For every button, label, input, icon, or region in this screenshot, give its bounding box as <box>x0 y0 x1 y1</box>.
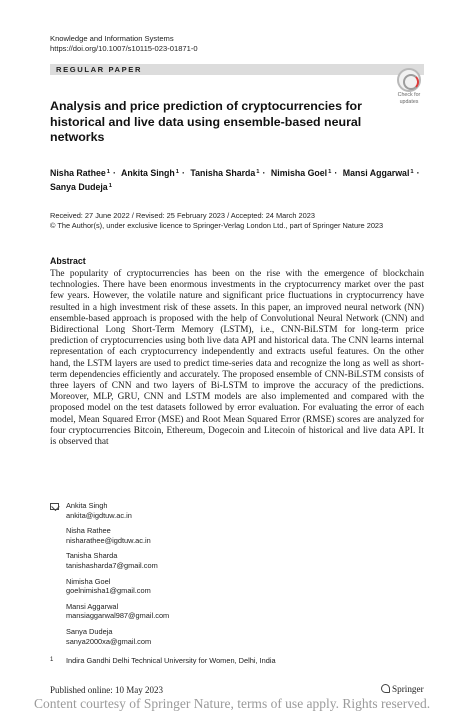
contact-item <box>50 577 310 596</box>
contact-email[interactable]: mansiaggarwal987@gmail.com <box>66 611 170 621</box>
publisher-name: Springer <box>392 684 424 694</box>
contact-name: Sanya Dudeja <box>66 626 113 636</box>
affiliation-number: 1 <box>50 657 54 663</box>
check-for-updates-button[interactable] <box>394 68 424 104</box>
contact-name: Nimisha Goel <box>66 576 111 586</box>
check-updates-label-2: updates <box>399 98 419 105</box>
check-updates-icon <box>397 68 421 92</box>
author-name: Mansi Aggarwal <box>342 168 410 178</box>
journal-name: Knowledge and Information Systems <box>50 34 174 43</box>
section-label: REGULAR PAPER <box>50 64 424 75</box>
author-affil: 1 <box>175 169 180 175</box>
contact-name: Mansi Aggarwal <box>66 601 119 611</box>
publication-dates <box>50 211 426 231</box>
author-contacts <box>50 501 310 652</box>
author-affil: 1 <box>328 169 332 175</box>
courtesy-watermark: Content courtesy of Springer Nature, terms of use apply. Rights reserved. <box>34 696 431 711</box>
springer-horse-icon <box>381 684 390 693</box>
abstract-text: The popularity of cryptocurrencies has been on the rise with the emergence of blockchain technologies. There have been enormous investments in the cryptocurrency market over the past few years. However, the volatile nature and significant price fluctuations in cryptocurrency have resulted in a high investment risk of these assets. In this paper, an improved neural network (NN) ensemble-based approach is proposed with the help of Convolutional Neural Network (CNN) and Bidirectional Long Short-Term Memory (LSTM), i.e., CNN-BiLSTM for long-term price prediction of cryptocurrencies using both live data API and historical data. The CNN learns internal representation of each cryptocurrency independently and extracts useful features. On the other hand, the LSTM layers are used to predict time-series data and recognize the long as well as short-term dependencies efficiently and accurately. The proposed ensemble of CNN-BiLSTM consists of three layers of CNN and two layers of Bi-LSTM to improve the accuracy of the predictions. Moreover, MLP, GRU, CNN and LSTM models are also implemented and compared with the proposed model on the test datasets followed by error evaluation. For evaluating the error of each model, Mean Squared Error (MSE) and Root Mean Squared Error (RMSE) scores are analyzed for four cryptocurrencies Bitcoin, Ethereum, Dogecoin and Litecoin of historical and live data API. It is observed that <box>50 269 424 448</box>
contact-email[interactable]: sanya2000xa@gmail.com <box>66 636 152 646</box>
affiliation-footnote <box>50 655 426 666</box>
author-affil: 1 <box>106 169 110 175</box>
author-name: Tanisha Sharda <box>190 168 256 178</box>
author-list: Nisha Rathee$^1$ · Ankita Singh$^1$ · Tanisha Sharda$^1$ · Nimisha Goel$^1$ · Mansi Aggarwal$^1$ · Sanya Dudeja$^1$ <box>50 168 420 192</box>
mail-icon <box>50 503 59 510</box>
contact-name: Nisha Rathee <box>66 526 111 536</box>
contact-name: Ankita Singh <box>66 501 108 510</box>
author-name: Sanya Dudeja <box>50 182 108 192</box>
publisher-logo <box>381 684 424 694</box>
author-name: Nisha Rathee <box>50 168 106 178</box>
contact-email[interactable]: nisharathee@igdtuw.ac.in <box>66 535 151 545</box>
copyright-notice: © The Author(s), under exclusive licence to Springer-Verlag London Ltd., part of Springer Nature 2023 <box>50 221 384 231</box>
contact-email[interactable]: ankita@igdtuw.ac.in <box>66 510 132 520</box>
contact-item <box>50 501 310 520</box>
author-name: Ankita Singh <box>121 168 175 178</box>
journal-info <box>50 34 198 54</box>
received-revised-accepted: Received: 27 June 2022 / Revised: 25 February 2023 / Accepted: 24 March 2023 <box>50 211 315 220</box>
author-affil: 1 <box>256 169 260 175</box>
contact-email[interactable]: tanishasharda7@gmail.com <box>66 560 158 570</box>
abstract-heading: Abstract <box>50 256 86 266</box>
contact-item <box>50 627 310 646</box>
author-affil: 1 <box>108 183 112 189</box>
paper-title: Analysis and price prediction of cryptocurrencies for historical and live data using ensemble-based neural networks <box>50 99 362 144</box>
doi-link[interactable]: https://doi.org/10.1007/s10115-023-01871-0 <box>50 44 198 53</box>
affiliation-text: Indira Gandhi Delhi Technical University for Women, Delhi, India <box>66 656 276 665</box>
contact-email[interactable]: goelnimisha1@gmail.com <box>66 586 151 596</box>
contact-item <box>50 551 310 570</box>
author-affil: 1 <box>410 169 414 175</box>
contact-item <box>50 602 310 621</box>
author-name: Nimisha Goel <box>270 168 328 178</box>
contact-item <box>50 526 310 545</box>
check-updates-label-1: Check for <box>397 92 421 98</box>
published-online: Published online: 10 May 2023 <box>50 685 163 695</box>
contact-name: Tanisha Sharda <box>66 551 118 561</box>
